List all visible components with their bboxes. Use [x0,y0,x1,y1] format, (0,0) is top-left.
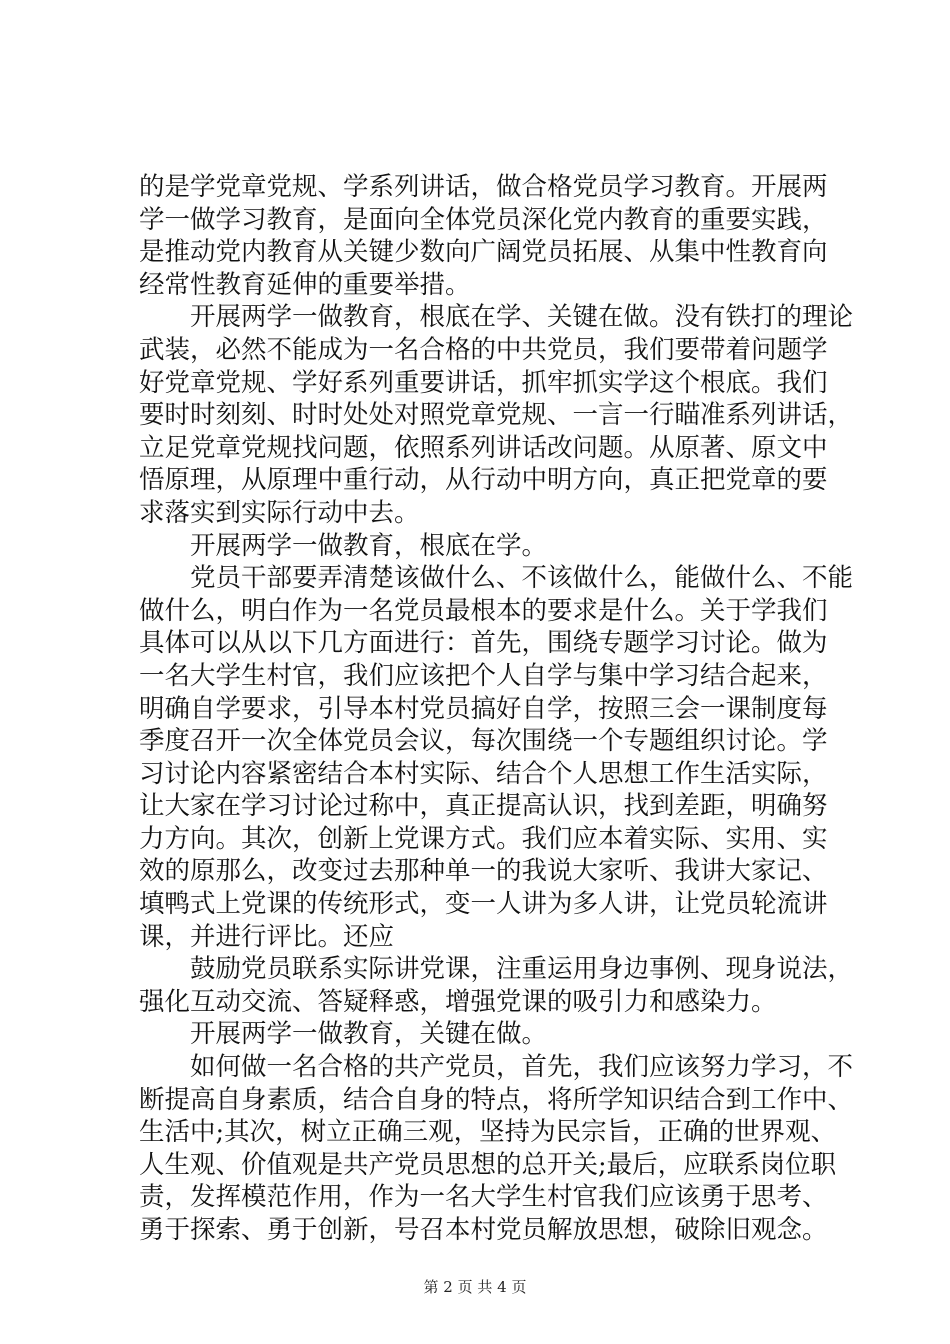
text-line: 习讨论内容紧密结合本村实际、结合个人思想工作生活实际， [139,758,828,789]
text-line: 让大家在学习讨论过称中，真正提高认识，找到差距，明确努 [139,791,828,822]
text-line: 做什么，明白作为一名党员最根本的要求是什么。关于学我们 [139,595,828,626]
text-line: 季度召开一次全体党员会议，每次围绕一个专题组织讨论。学 [139,726,828,757]
document-body [139,171,854,1247]
text-line: 明确自学要求，引导本村党员搞好自学，按照三会一课制度每 [139,693,828,724]
page-footer [0,1277,950,1297]
text-line: 是推动党内教育从关键少数向广阔党员拓展、从集中性教育向 [139,237,828,268]
text-line: 效的原那么，改变过去那种单一的我说大家听、我讲大家记、 [139,856,828,887]
text-line: 武装，必然不能成为一名合格的中共党员，我们要带着问题学 [139,334,828,365]
text-line: 的是学党章党规、学系列讲话，做合格党员学习教育。开展两 [139,172,828,202]
text-line: 党员干部要弄清楚该做什么、不该做什么，能做什么、不能 [190,563,854,594]
text-line: 鼓励党员联系实际讲党课，注重运用身边事例、现身说法， [190,954,854,985]
text-line: 断提高自身素质，结合自身的特点，将所学知识结合到工作中、 [139,1084,854,1115]
text-line: 开展两学一做教育，根底在学、关键在做。没有铁打的理论 [190,302,854,333]
text-line: 经常性教育延伸的重要举措。 [139,269,471,300]
text-line: 好党章党规、学好系列重要讲话，抓牢抓实学这个根底。我们 [139,367,828,398]
text-line: 一名大学生村官，我们应该把个人自学与集中学习结合起来， [139,660,828,691]
text-line: 具体可以从以下几方面进行：首先，围绕专题学习讨论。做为 [139,628,828,659]
text-line: 立足党章党规找问题，依照系列讲话改问题。从原著、原文中 [139,432,828,463]
text-line: 悟原理，从原理中重行动，从行动中明方向，真正把党章的要 [139,465,828,496]
text-line: 勇于探索、勇于创新，号召本村党员解放思想，破除旧观念。 [139,1215,828,1245]
text-line: 人生观、价值观是共产党员思想的总开关;最后，应联系岗位职 [139,1149,837,1180]
text-line: 开展两学一做教育，关键在做。 [190,1019,548,1050]
text-line: 填鸭式上党课的传统形式，变一人讲为多人讲，让党员轮流讲 [139,889,828,920]
text-line: 课，并进行评比。还应 [139,921,395,952]
page-number-label: 第 2 页 共 4 页 [423,1278,527,1296]
text-line: 如何做一名合格的共产党员，首先，我们应该努力学习，不 [190,1052,854,1083]
text-line: 开展两学一做教育，根底在学。 [190,530,548,561]
text-line: 学一做学习教育，是面向全体党员深化党内教育的重要实践， [139,204,828,235]
text-line: 责，发挥模范作用，作为一名大学生村官我们应该勇于思考、 [139,1182,828,1213]
text-line: 生活中;其次，树立正确三观，坚持为民宗旨，正确的世界观、 [139,1117,837,1148]
text-line: 求落实到实际行动中去。 [139,497,420,528]
text-line: 力方向。其次，创新上党课方式。我们应本着实际、实用、实 [139,823,828,854]
text-line: 强化互动交流、答疑释惑，增强党课的吸引力和感染力。 [139,986,777,1017]
text-line: 要时时刻刻、时时处处对照党章党规、一言一行瞄准系列讲话， [139,400,854,431]
